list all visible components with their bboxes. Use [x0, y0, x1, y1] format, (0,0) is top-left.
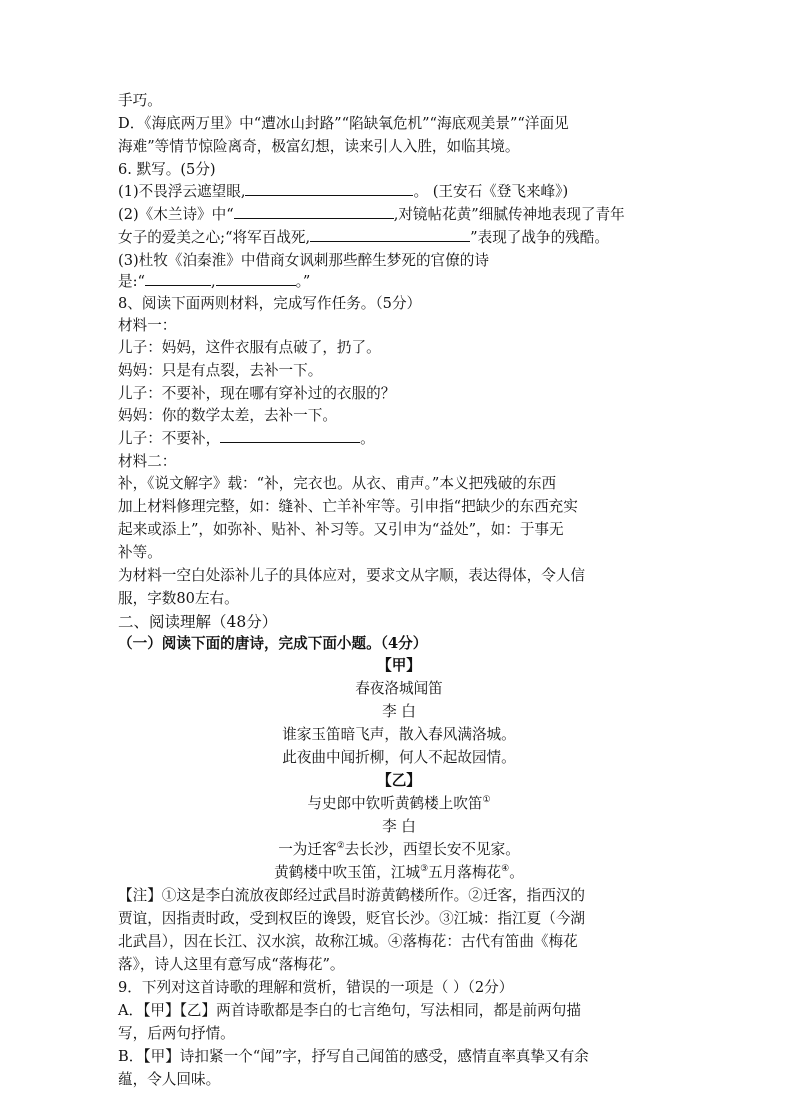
- answer-blank[interactable]: [216, 271, 296, 286]
- poem-yi-author: 李 白: [382, 818, 416, 835]
- text-segment: 。 (王安石《登飞来峰》): [413, 183, 569, 200]
- option-a[interactable]: A．【甲】【乙】两首诗歌都是李白的七言绝句，写法相同，都是前两句描: [118, 1002, 581, 1019]
- material-2-text: 起来或添上”，如弥补、贴补、补习等。又引申为“益处”，如：于事无: [118, 521, 564, 538]
- section-2-heading: 二、阅读理解（48分）: [118, 613, 278, 631]
- option-a-cont: 写，后两句抒情。: [118, 1025, 235, 1042]
- text-segment: 女子的爱美之心;“将军百战死,: [118, 229, 311, 246]
- dialogue-line: 儿子：不要补，现在哪有穿补过的衣服的？: [118, 385, 396, 402]
- answer-blank[interactable]: [220, 428, 360, 443]
- text-segment: 黄鹤楼中吹玉笛，江城: [274, 864, 421, 881]
- notes-text: 贾谊，因指责时政，受到权臣的谗毁，贬官长沙。③江城：指江夏（今湖: [118, 910, 586, 927]
- subsection-1-heading: （一）阅读下面的唐诗，完成下面小题。（4分）: [118, 635, 428, 652]
- text-segment: (1)不畏浮云遮望眼,: [118, 183, 246, 200]
- text-segment: ,对镜帖花黄”细腻传神地表现了青年: [393, 206, 625, 223]
- text-segment: 一为迁客: [278, 841, 337, 858]
- answer-blank[interactable]: [310, 227, 470, 242]
- text-segment: ,: [210, 273, 216, 290]
- poem-yi-line: [118, 839, 680, 861]
- text-segment: 儿子：不要补，: [118, 430, 221, 447]
- text-line: 手巧。: [118, 92, 162, 109]
- text-segment: 五月落梅花: [428, 864, 502, 881]
- answer-blank[interactable]: [145, 271, 211, 286]
- poem-jia-author: 李 白: [382, 703, 416, 720]
- dictation-item-3-cont: [118, 271, 678, 293]
- option-b-cont: 蕴，令人回味。: [118, 1071, 221, 1088]
- answer-blank[interactable]: [245, 181, 413, 196]
- notes-text: 北武昌），因在长江、汉水滨，故称江城。④落梅花：古代有笛曲《梅花: [118, 933, 578, 950]
- writing-task: 为材料一空白处添补儿子的具体应对，要求文从字顺，表达得体，令人信: [118, 567, 586, 584]
- material-1-label: 材料一：: [118, 317, 177, 334]
- dictation-item-1: [118, 181, 678, 203]
- dialogue-line: 妈妈：只是有点裂，去补一下。: [118, 362, 323, 379]
- note-marker: ④: [501, 864, 510, 874]
- text-segment: 与史郎中钦听黄鹤楼上吹笛: [307, 795, 483, 812]
- question-6-heading: 6. 默写。(5分): [118, 161, 216, 178]
- writing-task: 服，字数80左右。: [118, 590, 239, 607]
- poem-jia-line: 此夜曲中闻折柳，何人不起故园情。: [282, 749, 516, 766]
- dictation-item-3: (3)杜牧《泊秦淮》中借商女讽刺那些醉生梦死的官僚的诗: [118, 252, 489, 269]
- material-2-label: 材料二：: [118, 453, 177, 470]
- text-segment: 。”: [295, 273, 311, 290]
- text-segment: 。: [360, 430, 375, 447]
- note-marker: ③: [420, 864, 429, 874]
- material-2-text: 补等。: [118, 544, 162, 561]
- dialogue-line: 儿子：妈妈，这件衣服有点破了，扔了。: [118, 339, 381, 356]
- option-d-line-1: D．《海底两万里》中“遭冰山封路”“陷缺氧危机”“海底观美景”“洋面见: [118, 115, 569, 132]
- dictation-item-2-cont: [118, 227, 678, 249]
- poem-jia-title: 春夜洛城闻笛: [355, 680, 443, 697]
- dictation-item-2: [118, 204, 678, 226]
- poem-yi-title: [118, 793, 680, 815]
- text-segment: 去长沙，西望长安不见家。: [344, 841, 520, 858]
- poem-jia-label: 【甲】: [377, 657, 421, 674]
- question-8-heading: 8、阅读下面两则材料，完成写作任务。（5分）: [118, 295, 422, 312]
- notes-text: 落》，诗人这里有意写成“落梅花”。: [118, 956, 345, 973]
- question-9-heading: 9．下列对这首诗歌的理解和赏析，错误的一项是（ ）（2分）: [118, 979, 514, 996]
- text-segment: ”表现了战争的残酷。: [470, 229, 609, 246]
- dialogue-line: [118, 428, 678, 450]
- text-segment: 。: [509, 864, 524, 881]
- note-marker: ②: [336, 841, 345, 851]
- poem-yi-line: [118, 862, 680, 884]
- text-segment: (2)《木兰诗》中“: [118, 206, 234, 223]
- option-b[interactable]: B．【甲】诗扣紧一个“闻”字，抒写自己闻笛的感受，感情直率真挚又有余: [118, 1048, 589, 1065]
- poem-yi-label: 【乙】: [377, 772, 421, 789]
- note-marker: ①: [482, 795, 491, 805]
- option-d-line-2: 海难”等情节惊险离奇，极富幻想，读来引人入胜，如临其境。: [118, 138, 520, 155]
- answer-blank[interactable]: [234, 204, 394, 219]
- poem-jia-line: 谁家玉笛暗飞声，散入春风满洛城。: [282, 726, 516, 743]
- dialogue-line: 妈妈：你的数学太差，去补一下。: [118, 407, 337, 424]
- notes-text: 【注】①这是李白流放夜郎经过武昌时游黄鹤楼所作。②迁客，指西汉的: [118, 887, 586, 904]
- material-2-text: 补，《说文解字》载：“补，完衣也。从衣、甫声。”本义把残破的东西: [118, 475, 557, 492]
- text-segment: 是:“: [118, 273, 145, 290]
- material-2-text: 加上材料修理完整，如：缝补、亡羊补牢等。引申指“把缺少的东西充实: [118, 498, 578, 515]
